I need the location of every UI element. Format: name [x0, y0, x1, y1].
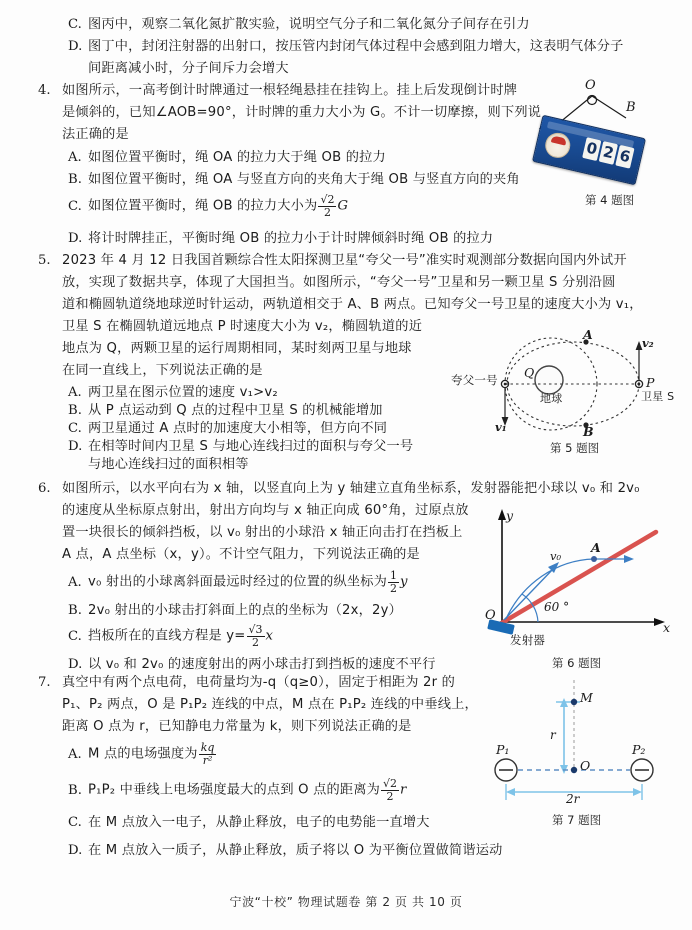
option-row: [68, 778, 406, 802]
question-stem-line: 真空中有两个点电荷，电荷量均为-q（q≥0），固定于相距为 2r 的: [62, 675, 456, 690]
figure-caption-q7: 第 7 题图: [552, 813, 602, 827]
option-row: [68, 600, 402, 622]
label-r: r: [550, 728, 556, 742]
figure-q7: [470, 680, 675, 810]
label-v1: v₁: [495, 420, 507, 434]
sign-digit: 2: [599, 141, 618, 165]
option-letter: B.: [68, 172, 82, 187]
option-letter: D.: [68, 843, 83, 858]
fraction-numerator: √2: [383, 777, 398, 790]
label-v0: v₀: [550, 549, 562, 563]
option-text: 2v₀ 射出的小球击打斜面上的点的坐标为（2x，2y）: [88, 603, 403, 618]
question-stem-line: 距离 O 点为 r，已知静电力常量为 k，则下列说法正确的是: [62, 719, 412, 734]
sign-board: [532, 115, 646, 186]
option-text: 在相等时间内卫星 S 与地心连线扫过的面积与夸父一号: [88, 439, 414, 454]
option-text-cont: 间距离减小时，分子间斥力会增大: [88, 61, 289, 76]
label-launcher: 发射器: [510, 633, 546, 647]
figure-q5: [451, 327, 685, 442]
fraction: [381, 778, 399, 802]
label-v2: v₂: [642, 336, 654, 350]
option-row: [68, 228, 493, 250]
fraction-numerator: kq: [200, 741, 215, 754]
question-number-4: 4.: [38, 83, 51, 98]
option-text: 两卫星通过 A 点时的加速度大小相等，但方向不同: [88, 421, 388, 436]
sign-mascot-icon: [543, 130, 573, 160]
label-origin: O: [485, 608, 496, 623]
label-o: O: [585, 78, 596, 93]
fraction-numerator: √2: [320, 193, 335, 206]
label-angle: 60 °: [544, 600, 570, 614]
question-number-7: 7.: [38, 675, 51, 690]
figure-caption-q5: 第 5 题图: [550, 441, 600, 455]
option-letter: C.: [68, 815, 82, 830]
question-stem-line: 卫星 S 在椭圆轨道远地点 P 时速度大小为 v₂，椭圆轨道的近: [62, 319, 423, 334]
option-letter: C.: [68, 198, 82, 214]
option-letter: B.: [68, 603, 82, 618]
option-text: 在 M 点放入一质子，从静止释放，质子将以 O 为平衡位置做简谐运动: [88, 843, 503, 858]
question-stem-line: 的速度从坐标原点射出，射出方向均与 x 轴正向成 60°角，过原点放: [62, 503, 469, 518]
option-text: 图丙中，观察二氧化氮扩散实验，说明空气分子和二氧化氮分子间存在引力: [88, 17, 530, 32]
option-row: [68, 570, 407, 594]
label-point-a: A: [591, 540, 601, 555]
fraction-denominator: 2: [318, 206, 336, 219]
option-letter: A.: [68, 385, 82, 400]
option-letter: A.: [68, 574, 82, 590]
option-row: [68, 36, 624, 58]
figure-caption-q6: 第 6 题图: [552, 656, 602, 670]
option-text: 如图位置平衡时，绳 OB 的拉力大小为: [88, 198, 318, 214]
option-row: [68, 624, 273, 648]
fraction: [247, 624, 265, 648]
option-text: 在 M 点放入一电子，从静止释放，电子的电势能一直增大: [88, 815, 430, 830]
question-stem-line: 法正确的是: [62, 127, 129, 142]
question-stem-line: 放，实现了数据共享，体现了大国担当。如图所示，“夸父一号”卫星和另一颗卫星 S 分别沿圆: [62, 275, 616, 290]
fraction-denominator: 2: [390, 581, 398, 595]
sign-digit: 0: [582, 137, 601, 161]
fraction: [318, 194, 336, 218]
fraction-numerator: 1: [390, 569, 398, 582]
question-stem-line: 如图所示，以水平向右为 x 轴，以竖直向上为 y 轴建立直角坐标系，发射器能把小球以 v₀ 和 2v₀: [62, 481, 640, 496]
option-letter: A.: [68, 150, 82, 165]
option-text: 如图位置平衡时，绳 OA 与竖直方向的夹角大于绳 OB 与竖直方向的夹角: [88, 172, 520, 187]
option-letter: B.: [68, 782, 82, 798]
label-p1: P₁: [496, 742, 510, 757]
question-stem-line: 地点为 Q，两颗卫星的运行周期相同，某时刻两卫星与地球: [62, 341, 412, 356]
option-letter: C.: [68, 628, 82, 644]
label-earth: 地球: [540, 392, 563, 405]
figure-q6: [460, 504, 685, 649]
question-stem-line: P₁、P₂ 两点，O 是 P₁P₂ 连线的中点，M 点在 P₁P₂ 连线的中垂线上，: [62, 697, 478, 712]
option-row: [68, 169, 520, 191]
fraction: [388, 570, 399, 594]
option-row: [68, 812, 430, 834]
option-text: 从 P 点运动到 Q 点的过程中卫星 S 的机械能增加: [88, 403, 383, 418]
label-m: M: [580, 690, 593, 705]
question-stem-line: 2023 年 4 月 12 日我国首颗综合性太阳探测卫星“夸父一号”准实时观测部分数据向国内外试开: [62, 253, 627, 268]
option-row: [68, 194, 348, 218]
option-text: 挡板所在的直线方程是 y=: [88, 628, 246, 644]
option-letter: D.: [68, 231, 83, 246]
question-stem-line: 在同一直线上，下列说法正确的是: [62, 363, 263, 378]
option-text: v₀ 射出的小球离斜面最远时经过的位置的纵坐标为: [88, 574, 388, 590]
option-text: 以 v₀ 和 2v₀ 的速度射出的两小球击打到挡板的速度不平行: [88, 657, 436, 672]
label-b: B: [626, 100, 636, 115]
question-number-5: 5.: [38, 253, 51, 268]
option-text-after: x: [265, 628, 273, 644]
countdown-sign: [536, 126, 656, 186]
option-row: [68, 14, 530, 36]
option-text-after: G: [337, 198, 348, 214]
option-text-after: r: [400, 782, 407, 798]
label-satellite-s: 卫星 S: [641, 390, 675, 403]
label-kuafu: 夸父一号: [451, 373, 498, 387]
label-x-axis: x: [663, 620, 671, 635]
option-row: [68, 840, 503, 862]
option-text: 将计时牌挂正，平衡时绳 OB 的拉力小于计时牌倾斜时绳 OB 的拉力: [88, 231, 494, 246]
label-q: Q: [524, 365, 535, 380]
fraction-denominator: 2: [247, 636, 265, 649]
label-a: A: [583, 327, 593, 342]
option-letter: B.: [68, 403, 82, 418]
question-number-6: 6.: [38, 481, 51, 496]
option-text: M 点的电场强度为: [88, 746, 198, 762]
question-stem-line: A 点，A 点坐标（x，y）。不计空气阻力，下列说法正确的是: [62, 547, 420, 562]
option-text: 图丁中，封闭注射器的出射口，按压管内封闭气体过程中会感到阻力增大，这表明气体分子: [88, 39, 624, 54]
fraction: [199, 742, 217, 766]
option-text-after: y: [400, 574, 408, 590]
option-letter: D.: [68, 657, 83, 672]
page-footer: 宁波“十校” 物理试题卷 第 2 页 共 10 页: [229, 895, 463, 909]
label-p2: P₂: [632, 742, 646, 757]
option-letter: C.: [68, 421, 82, 436]
question-stem-line: 置一块很长的倾斜挡板，以 v₀ 射出的小球沿 x 轴正向击打在挡板上: [62, 525, 463, 540]
label-o: O: [580, 758, 591, 773]
figure-q6-axes: [460, 504, 685, 649]
fraction-numerator: √3: [248, 623, 263, 636]
option-text-cont: 与地心连线扫过的面积相等: [88, 457, 249, 472]
option-text: P₁P₂ 中垂线上电场强度最大的点到 O 点的距离为: [88, 782, 381, 798]
label-p: P: [646, 375, 655, 390]
question-stem-line: 道和椭圆轨道绕地球逆时针运动，两轨道相交于 A、B 两点。已知夸父一号卫星的速度大小为 v₁，: [62, 297, 643, 312]
option-text: 如图位置平衡时，绳 OA 的拉力大于绳 OB 的拉力: [88, 150, 386, 165]
fraction-denominator: 2: [381, 790, 399, 803]
option-letter: C.: [68, 17, 82, 32]
label-2r: 2r: [566, 792, 580, 806]
question-stem-line: 如图所示，一高考倒计时牌通过一根轻绳悬挂在挂钩上。挂上后发现倒计时牌: [62, 83, 518, 98]
option-letter: D.: [68, 439, 83, 454]
question-stem-line: 是倾斜的，已知∠AOB=90°，计时牌的重力大小为 G。不计一切摩擦，则下列说: [62, 105, 542, 120]
figure-q4: [500, 78, 685, 192]
sign-digit: 6: [615, 145, 634, 169]
fraction-denominator: r²: [199, 754, 217, 767]
figure-caption-q4: 第 4 题图: [585, 193, 635, 207]
option-row: [68, 147, 386, 169]
option-letter: D.: [68, 39, 83, 54]
label-b: B: [583, 424, 594, 439]
option-row: [68, 742, 217, 766]
option-text: 两卫星在图示位置的速度 v₁>v₂: [88, 385, 278, 400]
label-y-axis: y: [506, 508, 514, 523]
option-letter: A.: [68, 746, 82, 762]
